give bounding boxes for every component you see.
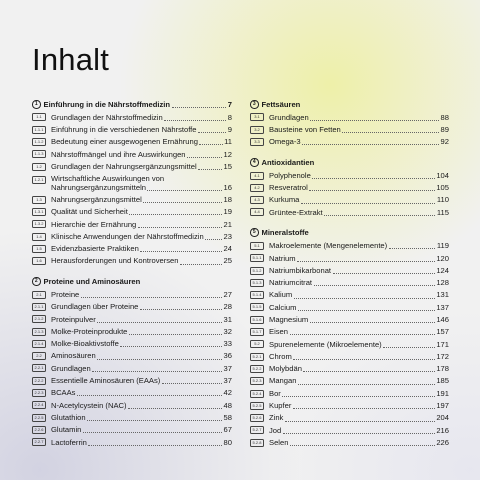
page-number: 191: [436, 388, 449, 398]
dot-leader: [303, 371, 434, 372]
page-number: 185: [436, 376, 449, 386]
dot-leader: [147, 190, 222, 191]
page-number: 36: [223, 351, 232, 361]
entry-label: Kurkuma: [269, 195, 300, 205]
section-number-badge: 2.2.5: [32, 414, 46, 422]
dot-leader: [97, 322, 222, 323]
toc-entry[interactable]: [250, 316, 449, 325]
page-number: 67: [223, 425, 232, 435]
dot-leader: [140, 251, 222, 252]
page-number: 197: [436, 401, 449, 411]
toc-entry[interactable]: [32, 196, 232, 205]
entry-label: Proteine: [51, 289, 80, 299]
page-number: 24: [223, 244, 232, 254]
dot-leader: [383, 347, 435, 348]
section-number-badge: 5.1.6: [250, 316, 264, 324]
dot-leader: [324, 215, 435, 216]
page-number: 110: [436, 195, 449, 205]
section-number-badge: 2.2: [32, 352, 46, 360]
toc-entry[interactable]: [250, 328, 449, 337]
section-number-badge: 5.2.2: [250, 365, 264, 373]
chapter-title: Fettsäuren: [261, 99, 301, 109]
page-number: 27: [223, 289, 232, 299]
entry-label: Selen: [269, 437, 289, 447]
entry-label: Chrom: [269, 351, 292, 361]
toc-entry[interactable]: [32, 414, 232, 423]
dot-leader: [294, 298, 435, 299]
entry-label: Kalium: [269, 290, 293, 300]
entry-label: Eisen: [269, 327, 288, 337]
dot-leader: [198, 132, 226, 133]
entry-label: Omega-3: [269, 137, 301, 147]
page-number: 28: [223, 302, 232, 312]
page-number: 32: [223, 326, 232, 336]
toc-entry[interactable]: [250, 126, 449, 135]
page-number: 12: [223, 149, 232, 159]
dot-leader: [172, 107, 227, 108]
page-number: 42: [223, 388, 232, 398]
dot-leader: [205, 239, 222, 240]
dot-leader: [199, 144, 222, 145]
section-number-badge: 1.2.1: [32, 176, 46, 184]
page-number: 178: [436, 364, 449, 374]
section-number-badge: 4.1: [250, 172, 264, 180]
entry-label-line2: [51, 184, 232, 193]
dot-leader: [187, 157, 222, 158]
section-number-badge: 2.2.7: [32, 438, 46, 446]
toc-entry[interactable]: [32, 389, 232, 398]
dot-leader: [312, 178, 435, 179]
section-number-badge: 4.2: [250, 184, 264, 192]
chapter-title: Proteine und Aminosäuren: [43, 276, 141, 286]
section-number-badge: 2.1.2: [32, 315, 46, 323]
entry-label: Molybdän: [269, 364, 302, 374]
toc-entry[interactable]: [32, 340, 232, 349]
entry-label: Grundlagen: [51, 363, 91, 373]
page-number: 128: [436, 278, 449, 288]
toc-entry[interactable]: [250, 138, 449, 147]
section-number-badge: 1.3.2: [32, 220, 46, 228]
toc-chapter-heading[interactable]: [250, 158, 449, 167]
page-number: 204: [436, 413, 449, 423]
dot-leader: [138, 227, 222, 228]
page-number: 33: [223, 339, 232, 349]
entry-label: Glutathion: [51, 412, 86, 422]
entry-label: Einführung in die verschiedenen Nährstoffe: [51, 125, 197, 135]
section-number-badge: 1.1.2: [32, 138, 46, 146]
section-number-badge: 2.1: [32, 291, 46, 299]
entry-label: Lactoferrin: [51, 437, 87, 447]
entry-label: Nahrungsergänzungsmittel: [51, 194, 142, 204]
toc-entry[interactable]: [250, 267, 449, 276]
toc-entry[interactable]: [250, 414, 449, 423]
entry-label: Kupfer: [269, 401, 292, 411]
entry-label-continued: Nahrungsergänzungsmitteln: [51, 182, 146, 192]
dot-leader: [310, 322, 435, 323]
section-number-badge: 5.1.7: [250, 328, 264, 336]
chapter-number-badge: 5: [250, 228, 259, 237]
toc-entry[interactable]: [32, 438, 232, 447]
toc-entry[interactable]: [250, 303, 449, 312]
page-number: 8: [227, 112, 232, 122]
entry-label: Natriumbikarbonat: [269, 265, 332, 275]
toc-entry[interactable]: [32, 352, 232, 361]
dot-leader: [298, 310, 435, 311]
section-number-badge: 2.2.6: [32, 426, 46, 434]
toc-entry[interactable]: [250, 402, 449, 411]
toc-entry[interactable]: [32, 233, 232, 242]
page-number: 131: [436, 290, 449, 300]
toc-entry[interactable]: [250, 113, 449, 122]
toc-entry[interactable]: [250, 365, 449, 374]
toc-entry[interactable]: [250, 208, 449, 217]
chapter-number-badge: 1: [32, 100, 41, 109]
section-number-badge: 1.2: [32, 163, 46, 171]
toc-entry[interactable]: [250, 340, 449, 349]
page-number: 92: [440, 137, 449, 147]
entry-label: BCAAs: [51, 388, 76, 398]
section-number-badge: 2.2.4: [32, 401, 46, 409]
toc-section: [32, 277, 232, 447]
page-number: 119: [436, 241, 449, 251]
dot-leader: [314, 285, 435, 286]
toc-entry[interactable]: [250, 291, 449, 300]
dot-leader: [81, 297, 222, 298]
toc-entry[interactable]: [32, 113, 232, 122]
section-number-badge: 3.2: [250, 126, 264, 134]
section-number-badge: 3.3: [250, 138, 264, 146]
dot-leader: [92, 371, 222, 372]
dot-leader: [87, 420, 222, 421]
dot-leader: [389, 248, 436, 249]
entry-label: Qualität und Sicherheit: [51, 207, 128, 217]
page-number: 37: [223, 363, 232, 373]
entry-label: Nährstoffmängel und ihre Auswirkungen: [51, 149, 186, 159]
dot-leader: [293, 359, 435, 360]
toc-entry[interactable]: [32, 163, 232, 172]
section-number-badge: 1.3: [32, 196, 46, 204]
dot-leader: [180, 264, 222, 265]
chapter-number-badge: 3: [250, 100, 259, 109]
dot-leader: [290, 445, 435, 446]
page-number: 37: [223, 376, 232, 386]
page-number: 21: [223, 219, 232, 229]
section-number-badge: 2.1.4: [32, 340, 46, 348]
page-number: 19: [223, 207, 232, 217]
entry-label: Grundlagen: [269, 112, 309, 122]
toc-section: [250, 100, 449, 147]
entry-label: Natrium: [269, 253, 296, 263]
dot-leader: [293, 408, 435, 409]
entry-label: Polyphenole: [269, 170, 311, 180]
section-number-badge: 5.1.5: [250, 303, 264, 311]
entry-label: Natriumcitrat: [269, 278, 313, 288]
dot-leader: [128, 408, 222, 409]
entry-label: Grundlagen der Nahrungsergänzungsmittel: [51, 161, 197, 171]
entry-label: Bedeutung einer ausgewogenen Ernährung: [51, 137, 198, 147]
chapter-title: Antioxidantien: [261, 157, 315, 167]
section-number-badge: 5.2.3: [250, 377, 264, 385]
dot-leader: [120, 346, 222, 347]
toc-entry[interactable]: [250, 196, 449, 205]
page-number: 104: [436, 170, 449, 180]
dot-leader: [302, 144, 439, 145]
section-number-badge: 2.1.1: [32, 303, 46, 311]
toc-entry[interactable]: [250, 172, 449, 181]
section-number-badge: 1.6: [32, 257, 46, 265]
toc-entry[interactable]: [32, 303, 232, 312]
dot-leader: [310, 120, 439, 121]
toc-entry[interactable]: [32, 220, 232, 229]
section-number-badge: 4.4: [250, 208, 264, 216]
toc-chapter-heading[interactable]: [32, 100, 232, 109]
page-number: 58: [223, 412, 232, 422]
chapter-title: Einführung in die Nährstoffmedizin: [43, 99, 171, 109]
page-number: 11: [224, 137, 232, 147]
entry-label: Herausforderungen und Kontroversen: [51, 256, 179, 266]
toc-chapter-heading[interactable]: [32, 277, 232, 286]
page-number: 31: [223, 314, 232, 324]
entry-label: Essentielle Aminosäuren (EAAs): [51, 376, 161, 386]
section-number-badge: 5.2.5: [250, 402, 264, 410]
entry-label: Glutamin: [51, 425, 82, 435]
page-number: 16: [223, 182, 232, 192]
page-number: 9: [227, 125, 232, 135]
section-number-badge: 5.1.1: [250, 254, 264, 262]
chapter-number-badge: 4: [250, 158, 259, 167]
entry-label: Resveratrol: [269, 183, 308, 193]
toc-entry[interactable]: [250, 439, 449, 448]
dot-leader: [290, 334, 435, 335]
dot-leader: [97, 359, 222, 360]
toc-section: [32, 100, 232, 266]
dot-leader: [77, 395, 222, 396]
page-number: 120: [436, 253, 449, 263]
entry-label: Spurenelemente (Mikroelemente): [269, 339, 382, 349]
section-number-badge: 5.1.3: [250, 279, 264, 287]
entry-label: Zink: [269, 413, 284, 423]
entry-label: Proteinpulver: [51, 314, 96, 324]
entry-label: Grundlagen über Proteine: [51, 302, 139, 312]
toc-entry[interactable]: [32, 245, 232, 254]
dot-leader: [309, 190, 435, 191]
page-number: 216: [436, 425, 449, 435]
dot-leader: [301, 203, 436, 204]
toc-entry[interactable]: [32, 138, 232, 147]
entry-label: Mangan: [269, 376, 297, 386]
toc-entry[interactable]: [32, 291, 232, 300]
page-number: 88: [440, 112, 449, 122]
section-number-badge: 5.2.8: [250, 439, 264, 447]
dot-leader: [282, 396, 435, 397]
entry-label: Molke-Proteinprodukte: [51, 326, 128, 336]
page-number: 48: [223, 400, 232, 410]
toc-entry[interactable]: [32, 364, 232, 373]
section-number-badge: 2.2.3: [32, 389, 46, 397]
section-number-badge: 3.1: [250, 113, 264, 121]
page-number: 15: [223, 161, 232, 171]
dot-leader: [283, 433, 435, 434]
page-number: 171: [436, 339, 449, 349]
page-number: 23: [223, 231, 232, 241]
dot-leader: [333, 273, 435, 274]
toc-entry[interactable]: [250, 426, 449, 435]
dot-leader: [83, 432, 222, 433]
entry-label: Magnesium: [269, 315, 309, 324]
entry-label: Klinische Anwendungen der Nährstoffmedizin: [51, 231, 204, 241]
section-number-badge: 1.4: [32, 233, 46, 241]
dot-leader: [162, 383, 222, 384]
toc-entry[interactable]: [250, 353, 449, 362]
toc-chapter-heading[interactable]: [250, 228, 449, 237]
page-number: 89: [440, 125, 449, 135]
toc-section: [250, 158, 449, 217]
section-number-badge: 5.2: [250, 340, 264, 348]
page-number: 115: [436, 207, 449, 217]
entry-label: Hierarchie der Ernährung: [51, 219, 137, 229]
dot-leader: [297, 261, 435, 262]
page-number: 172: [436, 351, 449, 361]
toc-entry[interactable]: [250, 254, 449, 263]
entry-label: Calcium: [269, 302, 297, 312]
toc-entry[interactable]: [32, 175, 232, 192]
section-number-badge: 4.3: [250, 196, 264, 204]
dot-leader: [285, 421, 435, 422]
section-number-badge: 5.2.7: [250, 426, 264, 434]
section-number-badge: 2.1.3: [32, 328, 46, 336]
entry-label: Bausteine von Fetten: [269, 125, 341, 135]
entry-label: Jod: [269, 425, 282, 435]
entry-label: Makroelemente (Mengenelemente): [269, 241, 388, 251]
toc-entry[interactable]: [32, 426, 232, 435]
section-number-badge: 1.5: [32, 245, 46, 253]
toc-entry[interactable]: [32, 150, 232, 159]
entry-label: Evidenzbasierte Praktiken: [51, 244, 139, 254]
toc-entry[interactable]: [250, 390, 449, 399]
dot-leader: [140, 309, 222, 310]
dot-leader: [198, 169, 222, 170]
dot-leader: [143, 202, 222, 203]
entry-label: Aminosäuren: [51, 351, 96, 361]
page-number: 80: [223, 437, 232, 447]
entry-label: Grundlagen der Nährstoffmedizin: [51, 112, 163, 122]
section-number-badge: 5.2.4: [250, 390, 264, 398]
section-number-badge: 2.2.1: [32, 364, 46, 372]
dot-leader: [298, 384, 435, 385]
toc-entry[interactable]: [250, 377, 449, 386]
entry-label: N-Acetylcystein (NAC): [51, 400, 127, 410]
section-number-badge: 5.1: [250, 242, 264, 250]
toc-entry[interactable]: [250, 279, 449, 288]
dot-leader: [129, 334, 222, 335]
entry-label: Wirtschaftliche Auswirkungen von: [51, 173, 165, 183]
toc-entry[interactable]: [250, 242, 449, 251]
toc-entry[interactable]: [32, 315, 232, 324]
page-number: 137: [436, 302, 449, 312]
section-number-badge: 5.1.4: [250, 291, 264, 299]
page-number: 105: [436, 183, 449, 193]
toc-entry[interactable]: [32, 208, 232, 217]
page-number: 124: [436, 265, 449, 275]
dot-leader: [88, 445, 222, 446]
section-number-badge: 1.1: [32, 113, 46, 121]
entry-label: Molke-Bioaktivstoffe: [51, 339, 119, 349]
entry-label-wrap: [51, 175, 232, 192]
toc-section: [250, 228, 449, 447]
toc-entry[interactable]: [250, 184, 449, 193]
page-number: 25: [223, 256, 232, 266]
section-number-badge: 5.2.1: [250, 353, 264, 361]
entry-label: Grüntee-Extrakt: [269, 207, 323, 217]
page-number: 226: [436, 437, 449, 447]
page-number: 146: [436, 315, 449, 324]
chapter-title: Mineralstoffe: [261, 228, 309, 238]
toc-entry[interactable]: [32, 126, 232, 135]
section-number-badge: 1.1.3: [32, 150, 46, 158]
section-number-badge: 2.2.2: [32, 377, 46, 385]
toc-entry[interactable]: [32, 328, 232, 337]
dot-leader: [164, 120, 226, 121]
dot-leader: [129, 214, 222, 215]
page-number: 157: [436, 327, 449, 337]
page-number: 7: [227, 99, 232, 109]
toc-entry[interactable]: [32, 377, 232, 386]
section-number-badge: 1.1.1: [32, 126, 46, 134]
chapter-number-badge: 2: [32, 277, 41, 286]
entry-label: Bor: [269, 388, 281, 398]
section-number-badge: 5.2.6: [250, 414, 264, 422]
dot-leader: [342, 132, 439, 133]
toc-entry[interactable]: [32, 401, 232, 410]
toc-column-left: [32, 100, 232, 451]
page-title: Inhalt: [32, 42, 110, 77]
toc-column-right: [250, 100, 449, 451]
toc-chapter-heading[interactable]: [250, 100, 449, 109]
section-number-badge: 5.1.2: [250, 267, 264, 275]
section-number-badge: 1.3.1: [32, 208, 46, 216]
page-number: 18: [223, 194, 232, 204]
toc-entry[interactable]: [32, 257, 232, 266]
